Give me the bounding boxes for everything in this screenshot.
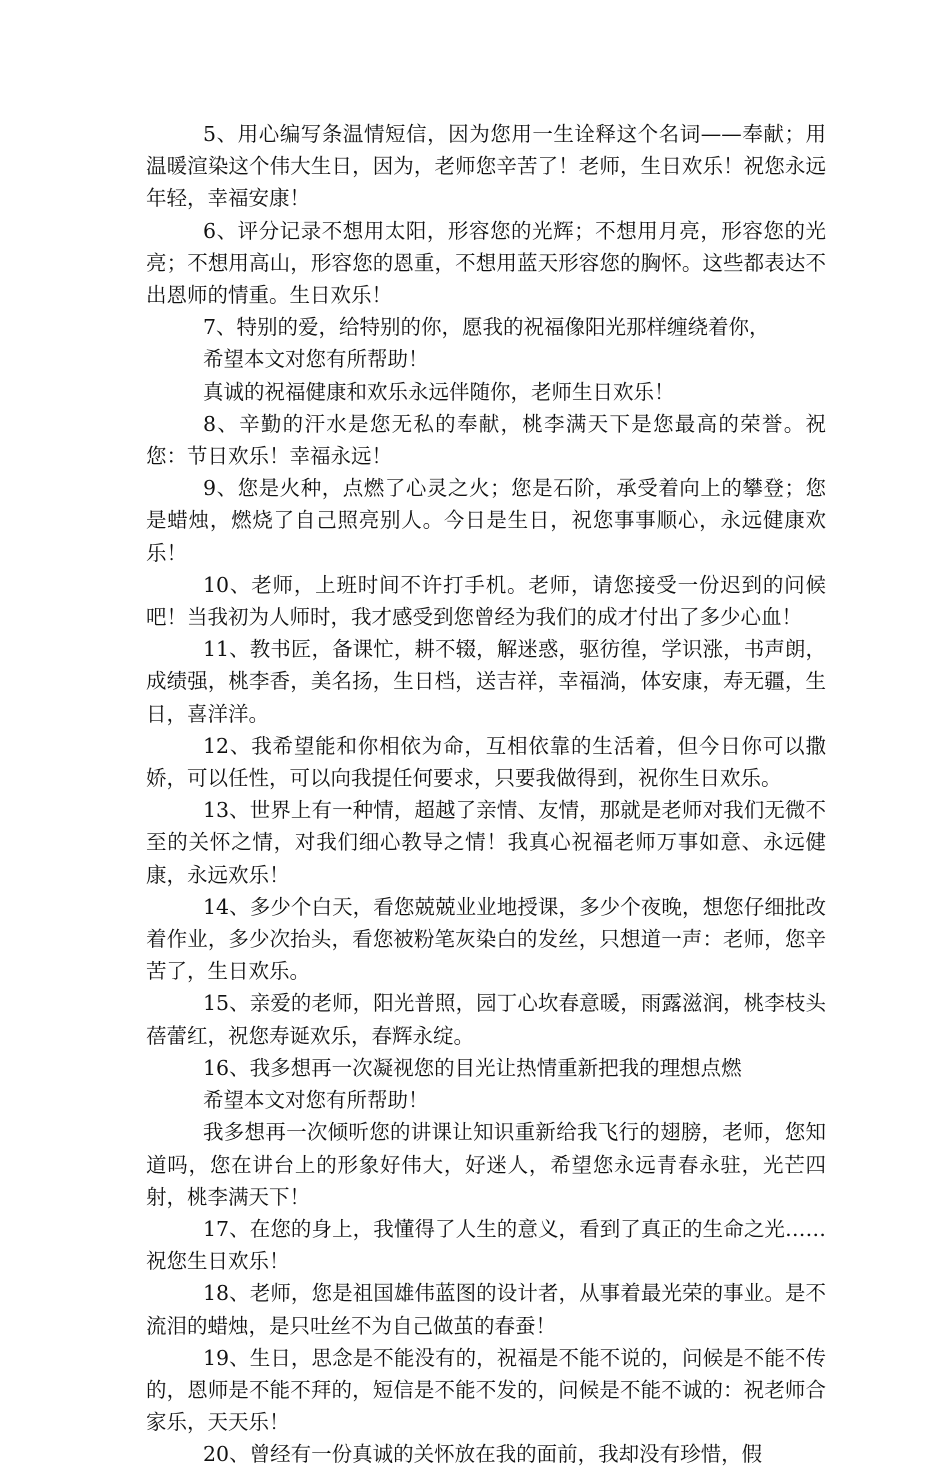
paragraph-19: 19、生日，思念是不能没有的，祝福是不能不说的，问候是不能不传的，恩师是不能不拜的，短信是不能不发的，问候是不能不诚的：祝老师合家乐，天天乐！ bbox=[146, 1345, 826, 1435]
paragraph-7: 7、特别的爱，给特别的你，愿我的祝福像阳光那样缠绕着你， bbox=[203, 315, 770, 340]
paragraph-16: 16、我多想再一次凝视您的目光让热情重新把我的理想点燃 bbox=[203, 1055, 742, 1080]
paragraph-14: 14、多少个白天，看您兢兢业业地授课，多少个夜晚，想您仔细批改着作业，多少次抬头，看您被粉笔灰染白的发丝，只想道一声：老师，您辛苦了，生日欢乐。 bbox=[146, 894, 826, 984]
paragraph-9: 9、您是火种，点燃了心灵之火；您是石阶，承受着向上的攀登；您是蜡烛，燃烧了自己照亮别人。今日是生日，祝您事事顺心，永远健康欢乐！ bbox=[146, 476, 826, 565]
paragraph-17: 17、在您的身上，我懂得了人生的意义，看到了真正的生命之光……祝您生日欢乐！ bbox=[146, 1216, 826, 1274]
paragraph-15: 15、亲爱的老师，阳光普照，园丁心坎春意暖，雨露滋润，桃李枝头蓓蕾红，祝您寿诞欢乐，春辉永绽。 bbox=[146, 991, 826, 1048]
paragraph-10: 10、老师，上班时间不许打手机。老师，请您接受一份迟到的问候吧！当我初为人师时，我才感受到您曾经为我们的成才付出了多少心血！ bbox=[146, 572, 826, 630]
paragraph-6: 6、评分记录不想用太阳，形容您的光辉；不想用月亮，形容您的光亮；不想用高山，形容您的恩重，不想用蓝天形容您的胸怀。这些都表达不出恩师的情重。生日欢乐！ bbox=[146, 218, 826, 308]
paragraph-20: 20、曾经有一份真诚的关怀放在我的面前，我却没有珍惜，假 bbox=[203, 1442, 763, 1467]
document-body bbox=[146, 118, 826, 1471]
paragraph-13: 13、世界上有一种情，超越了亲情、友情，那就是老师对我们无微不至的关怀之情，对我们细心教导之情！我真心祝福老师万事如意、永远健康，永远欢乐！ bbox=[146, 798, 826, 887]
paragraph-16-cont: 我多想再一次倾听您的讲课让知识重新给我飞行的翅膀，老师，您知道吗，您在讲台上的形象好伟大，好迷人，希望您永远青春永驻，光芒四射，桃李满天下！ bbox=[146, 1120, 826, 1209]
paragraph-blessing: 真诚的祝福健康和欢乐永远伴随你，老师生日欢乐！ bbox=[203, 379, 675, 404]
paragraph-11: 11、教书匠，备课忙，耕不辍，解迷惑，驱彷徨，学识涨，书声朗，成绩强，桃李香，美名扬，生日档，送吉祥，幸福淌，体安康，寿无疆，生日，喜洋洋。 bbox=[146, 637, 826, 726]
paragraph-help-note: 希望本文对您有所帮助！ bbox=[203, 347, 429, 372]
paragraph-12: 12、我希望能和你相依为命，互相依靠的生活着，但今日你可以撒娇，可以任性，可以向我提任何要求，只要我做得到，祝你生日欢乐。 bbox=[146, 733, 826, 791]
paragraph-18: 18、老师，您是祖国雄伟蓝图的设计者，从事着最光荣的事业。是不流泪的蜡烛，是只吐丝不为自己做茧的春蚕！ bbox=[146, 1281, 826, 1338]
paragraph-8: 8、辛勤的汗水是您无私的奉献，桃李满天下是您最高的荣誉。祝您：节日欢乐！幸福永远！ bbox=[146, 411, 826, 469]
paragraph-help-note-2: 希望本文对您有所帮助！ bbox=[203, 1088, 429, 1113]
paragraph-5: 5、用心编写条温情短信，因为您用一生诠释这个名词——奉献；用温暖渲染这个伟大生日，因为，老师您辛苦了！老师，生日欢乐！祝您永远年轻，幸福安康！ bbox=[146, 122, 826, 211]
